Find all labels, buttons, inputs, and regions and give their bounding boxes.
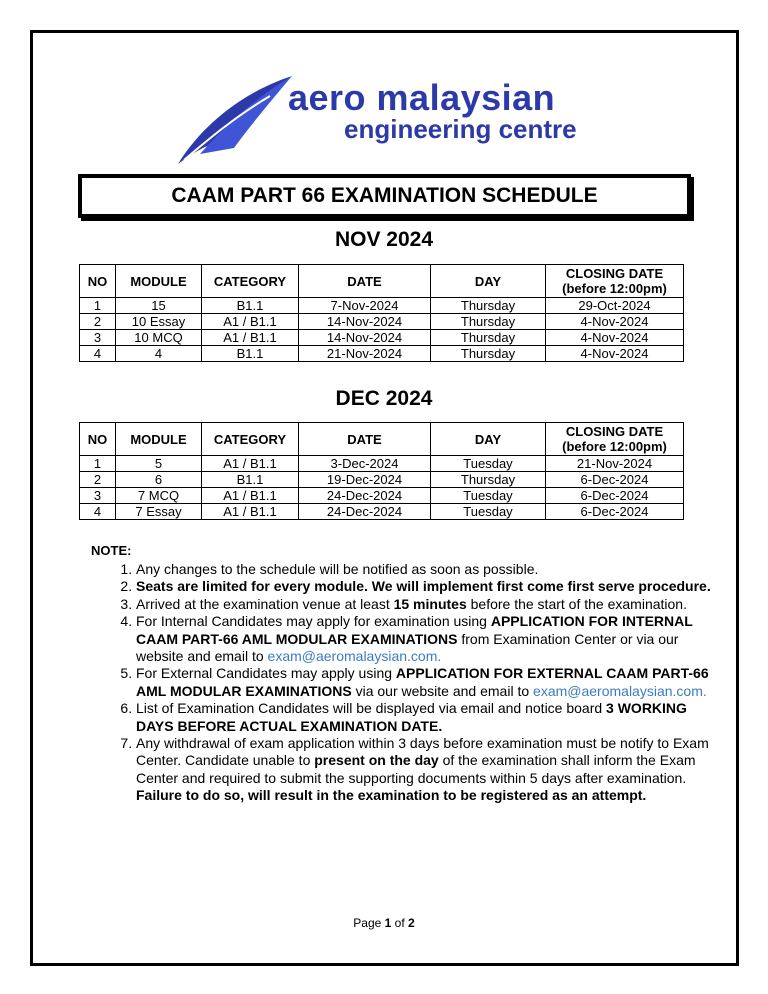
- header-category: CATEGORY: [202, 423, 299, 456]
- page-label: Page: [353, 916, 385, 930]
- notes-list: [108, 561, 716, 805]
- logo-name: aero malaysian: [288, 77, 556, 118]
- cell-no: 4: [80, 346, 116, 362]
- table-row: [80, 472, 684, 488]
- cell-closing-date: 21-Nov-2024: [546, 456, 684, 472]
- cell-closing-date: 29-Oct-2024: [546, 298, 684, 314]
- cell-closing-date: 4-Nov-2024: [546, 314, 684, 330]
- cell-date: 14-Nov-2024: [299, 314, 431, 330]
- note-text-bold: 15 minutes: [393, 595, 467, 612]
- cell-category: A1 / B1.1: [202, 504, 299, 520]
- email-link[interactable]: exam@aeromalaysian.com.: [267, 648, 442, 665]
- wing-logo-icon: [170, 68, 300, 168]
- company-logo: [170, 68, 610, 168]
- note-text: via our website and email to: [351, 682, 534, 699]
- header-closing-date-label: CLOSING DATE: [565, 266, 664, 281]
- table-row: [80, 456, 684, 472]
- header-closing-date-label: CLOSING DATE: [565, 424, 664, 439]
- cell-day: Thursday: [431, 314, 546, 330]
- note-text: Any changes to the schedule will be notified as soon as possible.: [136, 561, 539, 577]
- table-header-row: [80, 265, 684, 298]
- table-row: [80, 330, 684, 346]
- cell-module: 6: [116, 472, 202, 488]
- header-closing-date: [546, 423, 684, 456]
- note-item: [136, 613, 716, 665]
- note-text: Any withdrawal of exam application within 3 days before examination must be notify to Exam Center. Candidate unable to: [136, 735, 709, 769]
- note-text: from Examination Center or via our website and email to: [136, 630, 679, 665]
- header-closing-date-note: (before 12:00pm): [562, 439, 667, 454]
- page-total: 2: [408, 916, 415, 930]
- cell-day: Thursday: [431, 472, 546, 488]
- cell-day: Tuesday: [431, 504, 546, 520]
- table-row: [80, 314, 684, 330]
- dec-schedule-table: [79, 422, 684, 520]
- cell-date: 24-Dec-2024: [299, 504, 431, 520]
- cell-day: Tuesday: [431, 456, 546, 472]
- cell-date: 21-Nov-2024: [299, 346, 431, 362]
- cell-closing-date: 4-Nov-2024: [546, 346, 684, 362]
- table-row: [80, 346, 684, 362]
- cell-closing-date: 6-Dec-2024: [546, 472, 684, 488]
- cell-module: 7 Essay: [116, 504, 202, 520]
- note-item: [136, 596, 716, 613]
- page-title: CAAM PART 66 EXAMINATION SCHEDULE: [78, 174, 691, 218]
- cell-no: 3: [80, 330, 116, 346]
- header-category: CATEGORY: [202, 265, 299, 298]
- cell-category: B1.1: [202, 298, 299, 314]
- cell-no: 3: [80, 488, 116, 504]
- cell-no: 4: [80, 504, 116, 520]
- header-closing-date-note: (before 12:00pm): [562, 281, 667, 296]
- cell-category: A1 / B1.1: [202, 456, 299, 472]
- cell-no: 1: [80, 298, 116, 314]
- cell-category: A1 / B1.1: [202, 488, 299, 504]
- note-item: [136, 700, 716, 735]
- note-text-bold: APPLICATION FOR EXTERNAL CAAM PART-66 AML MODULAR EXAMINATIONS: [136, 665, 709, 699]
- nov-schedule-table: [79, 264, 684, 362]
- header-day: DAY: [431, 423, 546, 456]
- cell-day: Thursday: [431, 298, 546, 314]
- nov-heading: NOV 2024: [334, 228, 434, 251]
- email-link[interactable]: exam@aeromalaysian.com.: [533, 682, 707, 699]
- note-text-bold: Failure to do so, will result in the examination to be registered as an attempt.: [136, 787, 647, 804]
- page-current: 1: [384, 916, 392, 930]
- header-no: NO: [80, 423, 116, 456]
- cell-date: 3-Dec-2024: [299, 456, 431, 472]
- cell-closing-date: 4-Nov-2024: [546, 330, 684, 346]
- cell-category: A1 / B1.1: [202, 330, 299, 346]
- note-heading: NOTE:: [91, 543, 132, 558]
- cell-day: Tuesday: [431, 488, 546, 504]
- cell-category: B1.1: [202, 346, 299, 362]
- note-item: [136, 665, 716, 700]
- header-no: NO: [80, 265, 116, 298]
- cell-date: 19-Dec-2024: [299, 472, 431, 488]
- cell-module: 15: [116, 298, 202, 314]
- cell-date: 7-Nov-2024: [299, 298, 431, 314]
- cell-category: A1 / B1.1: [202, 314, 299, 330]
- note-text: List of Examination Candidates will be displayed via email and notice board: [136, 700, 607, 717]
- cell-date: 24-Dec-2024: [299, 488, 431, 504]
- cell-module: 5: [116, 456, 202, 472]
- cell-day: Thursday: [431, 330, 546, 346]
- table-row: [80, 504, 684, 520]
- cell-no: 1: [80, 456, 116, 472]
- cell-no: 2: [80, 314, 116, 330]
- note-item: [136, 735, 716, 805]
- cell-no: 2: [80, 472, 116, 488]
- note-text-bold: present on the day: [314, 752, 439, 769]
- table-row: [80, 488, 684, 504]
- header-closing-date: [546, 265, 684, 298]
- cell-day: Thursday: [431, 346, 546, 362]
- header-day: DAY: [431, 265, 546, 298]
- dec-heading: DEC 2024: [335, 387, 433, 410]
- table-header-row: [80, 423, 684, 456]
- cell-closing-date: 6-Dec-2024: [546, 488, 684, 504]
- note-text: of the examination shall inform the Exam Center and required to submit the supporting documents within 5 days after examination.: [136, 752, 696, 786]
- note-text-bold: 3 WORKING DAYS BEFORE ACTUAL EXAMINATION DATE.: [136, 700, 687, 734]
- cell-category: B1.1: [202, 472, 299, 488]
- cell-module: 10 Essay: [116, 314, 202, 330]
- header-module: MODULE: [116, 265, 202, 298]
- table-row: [80, 298, 684, 314]
- cell-module: 10 MCQ: [116, 330, 202, 346]
- header-date: DATE: [299, 423, 431, 456]
- page-footer: [0, 916, 768, 930]
- cell-module: 4: [116, 346, 202, 362]
- header-module: MODULE: [116, 423, 202, 456]
- note-text: For External Candidates may apply using: [136, 665, 396, 682]
- header-date: DATE: [299, 265, 431, 298]
- logo-subtitle: engineering centre: [344, 114, 577, 144]
- note-text: Arrived at the examination venue at least: [136, 595, 394, 612]
- note-item: [136, 561, 716, 578]
- cell-date: 14-Nov-2024: [299, 330, 431, 346]
- note-text-bold: APPLICATION FOR INTERNAL CAAM PART-66 AML MODULAR EXAMINATIONS: [136, 613, 693, 647]
- note-item: [136, 578, 716, 595]
- cell-closing-date: 6-Dec-2024: [546, 504, 684, 520]
- page-of: of: [391, 916, 409, 930]
- note-text-bold: Seats are limited for every module. We will implement first come first serve procedure.: [136, 578, 711, 595]
- note-text: before the start of the examination.: [466, 595, 687, 612]
- note-text: For Internal Candidates may apply for examination using: [136, 613, 491, 630]
- cell-module: 7 MCQ: [116, 488, 202, 504]
